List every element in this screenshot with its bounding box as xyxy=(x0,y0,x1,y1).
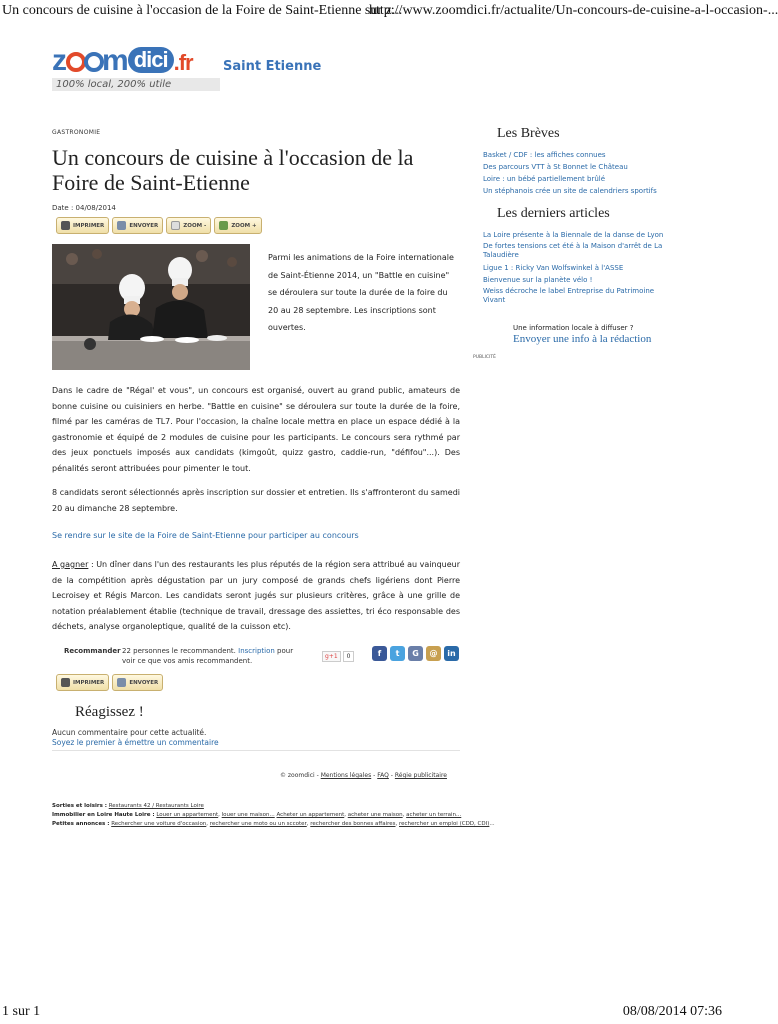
article-toolbar-bottom xyxy=(56,674,163,690)
gplus-count: 0 xyxy=(343,651,355,662)
footer-link[interactable]: acheter un terrain... xyxy=(406,812,462,818)
inscription-link[interactable]: Inscription xyxy=(238,647,275,655)
user-icon xyxy=(117,221,126,230)
site-logo[interactable] xyxy=(52,46,220,96)
article-paragraph: 8 candidats seront sélectionnés après inscription sur dossier et entretien. Ils s'affronteront du samedi 20 au dimanche 28 septembre. xyxy=(52,488,460,513)
google-icon[interactable]: G xyxy=(408,646,423,661)
legal-notice-link[interactable]: Mentions légales xyxy=(320,772,372,779)
breves-list xyxy=(483,149,673,197)
footer-link[interactable]: Restaurants 42 / Restaurants Loire xyxy=(108,803,204,809)
footer-link[interactable]: rechercher un emploi (CDD, CDI) xyxy=(399,821,490,827)
breve-link[interactable]: Un stéphanois crée un site de calendriers sportifs xyxy=(483,187,657,195)
faq-link[interactable]: FAQ xyxy=(377,772,389,779)
print-url: http://www.zoomdici.fr/actualite/Un-concours-de-cuisine-a-l-occasion-... xyxy=(369,3,778,18)
logo-letter-z: z xyxy=(52,44,66,77)
first-comment-link[interactable]: Soyez le premier à émettre un commentaire xyxy=(52,738,219,747)
recommend-button[interactable]: Recommander xyxy=(64,647,121,655)
logo-dici: dici xyxy=(128,47,174,73)
footer-link[interactable]: Rechercher une voiture d'occasion xyxy=(111,821,207,827)
zoom-out-button[interactable]: ZOOM - xyxy=(166,217,211,234)
footer-link[interactable]: acheter une maison xyxy=(347,812,403,818)
breve-link[interactable]: Loire : un bébé partiellement brûlé xyxy=(483,175,606,183)
article-paragraph-prize: A gagner : Un dîner dans l'un des restaurants les plus réputés de la région sera attribué au vainqueur de la compétition après dégustation par un jury composé de grands chefs ligériens dont Pierre Lecroisey et Régis Marcon. Les candidats seront jugés sur plusieurs critères, grâce à une grille de notation préalablement établie (technique de travail, dressage des assiettes, tri éco responsable des déchets, analyse organoleptique, qualité de la cuisson etc). xyxy=(52,560,460,631)
footer-row-annonces: Petites annonces : Rechercher une voiture d'occasion, rechercher une moto ou un sccoter, rechercher des bonnes affaires, rechercher un emploi (CDD, CDI)... xyxy=(52,821,495,827)
comments-title: Réagissez ! xyxy=(75,704,144,720)
info-question: Une information locale à diffuser ? xyxy=(513,324,634,332)
latest-articles-heading: Les derniers articles xyxy=(497,206,610,221)
breve-link[interactable]: Basket / CDF : les affiches connues xyxy=(483,151,606,159)
print-button[interactable]: IMPRIMER xyxy=(56,674,109,691)
gplus-widget[interactable] xyxy=(322,651,354,662)
city-label: Saint Etienne xyxy=(223,59,322,74)
article-paragraph: Dans le cadre de "Régal' et vous", un concours est organisé, ouvert au grand public, amateurs de bonne cuisine ou cuisiniers en herbe. "Battle en cuisine" se déroulera sur toute la durée de la foire, filmé par les caméras de TL7. Pour l'occasion, la chaîne locale mettra en place un espace dédié à la gastronomie et équipé de 2 modules de cuisine pour les participants. Le concours sera rythmé par des jeux ponctuels imposés aux candidats (kimgoût, quizz gastro, caddie-run, "défifou"...). Des pénalités seront attribuées pour pimenter le tout. xyxy=(52,386,460,473)
print-page-number: 1 sur 1 xyxy=(2,1004,41,1019)
printer-icon xyxy=(61,678,70,687)
no-comment-text: Aucun commentaire pour cette actualité. xyxy=(52,728,207,737)
legal-footer: © zoomdici - Mentions légales - FAQ - Régie publicitaire xyxy=(280,772,447,779)
gplus-button[interactable]: g+1 xyxy=(322,651,341,662)
logo-letter-m: m xyxy=(102,44,128,77)
print-title: Un concours de cuisine à l'occasion de la Foire de Saint-Etienne sur z... xyxy=(2,3,403,18)
ad-agency-link[interactable]: Régie publicitaire xyxy=(394,772,447,779)
footer-links xyxy=(52,802,495,829)
footer-link[interactable]: Acheter un appartement xyxy=(276,812,345,818)
logo-fr: .fr xyxy=(173,50,193,75)
twitter-icon[interactable]: t xyxy=(390,646,405,661)
latest-articles-list xyxy=(483,229,673,307)
document-icon xyxy=(171,221,180,230)
breve-link[interactable]: Des parcours VTT à St Bonnet le Château xyxy=(483,163,628,171)
article-link[interactable]: De fortes tensions cet été à la Maison d'arrêt de La Talaudière xyxy=(483,242,663,259)
breves-heading: Les Brèves xyxy=(497,126,560,141)
footer-link[interactable]: rechercher une moto ou un sccoter xyxy=(209,821,307,827)
article-link[interactable]: Weiss décroche le label Entreprise du Patrimoine Vivant xyxy=(483,287,655,304)
email-icon[interactable]: @ xyxy=(426,646,441,661)
print-datetime: 08/08/2014 07:36 xyxy=(622,1004,722,1019)
article-toolbar xyxy=(56,217,262,233)
document-plus-icon xyxy=(219,221,228,230)
article-link[interactable]: Ligue 1 : Ricky Van Wolfswinkel à l'ASSE xyxy=(483,264,624,272)
send-button[interactable]: ENVOYER xyxy=(112,217,163,234)
logo-ring-icon xyxy=(66,52,86,72)
footer-link[interactable]: rechercher des bonnes affaires xyxy=(310,821,396,827)
recommend-text: 22 personnes le recommandent. Inscription pour voir ce que vos amis recommandent. xyxy=(122,647,294,665)
article-title: Un concours de cuisine à l'occasion de la Foire de Saint-Etienne xyxy=(52,145,414,195)
footer-row-sorties: Sorties et loisirs : Restaurants 42 / Restaurants Loire xyxy=(52,803,204,809)
article-link[interactable]: La Loire présente à la Biennale de la danse de Lyon xyxy=(483,231,664,239)
footer-link[interactable]: louer une maison... xyxy=(221,812,275,818)
send-button[interactable]: ENVOYER xyxy=(112,674,163,691)
article-date: Date : 04/08/2014 xyxy=(52,204,116,212)
foire-site-link[interactable]: Se rendre sur le site de la Foire de Saint-Etienne pour participer au concours xyxy=(52,531,359,540)
prize-label: A gagner xyxy=(52,560,89,569)
article-link[interactable]: Bienvenue sur la planète vélo ! xyxy=(483,276,593,284)
linkedin-icon[interactable]: in xyxy=(444,646,459,661)
article-photo xyxy=(52,244,250,370)
article-category: GASTRONOMIE xyxy=(52,129,101,136)
divider xyxy=(52,750,460,751)
footer-link[interactable]: Louer un appartement xyxy=(156,812,219,818)
printer-icon xyxy=(61,221,70,230)
send-info-link[interactable]: Envoyer une info à la rédaction xyxy=(513,333,652,345)
print-button[interactable]: IMPRIMER xyxy=(56,217,109,234)
article-intro: Parmi les animations de la Foire internationale de Saint-Étienne 2014, un "Battle en cuisine" se déroulera sur toute la durée de la foire du 20 au 28 septembre. Les inscriptions sont ouvertes. xyxy=(268,253,454,332)
logo-tagline: 100% local, 200% utile xyxy=(52,78,220,91)
facebook-icon[interactable]: f xyxy=(372,646,387,661)
zoom-in-button[interactable]: ZOOM + xyxy=(214,217,261,234)
chefs-photo-illustration xyxy=(52,244,250,370)
social-share xyxy=(372,646,459,661)
footer-row-immobilier: Immobilier en Loire Haute Loire : Louer un appartement, louer une maison... Acheter un appartement, acheter une maison, acheter un terrain... xyxy=(52,812,462,818)
ad-label: PUBLICITÉ xyxy=(473,355,496,360)
logo-ring-icon xyxy=(84,52,104,72)
user-icon xyxy=(117,678,126,687)
